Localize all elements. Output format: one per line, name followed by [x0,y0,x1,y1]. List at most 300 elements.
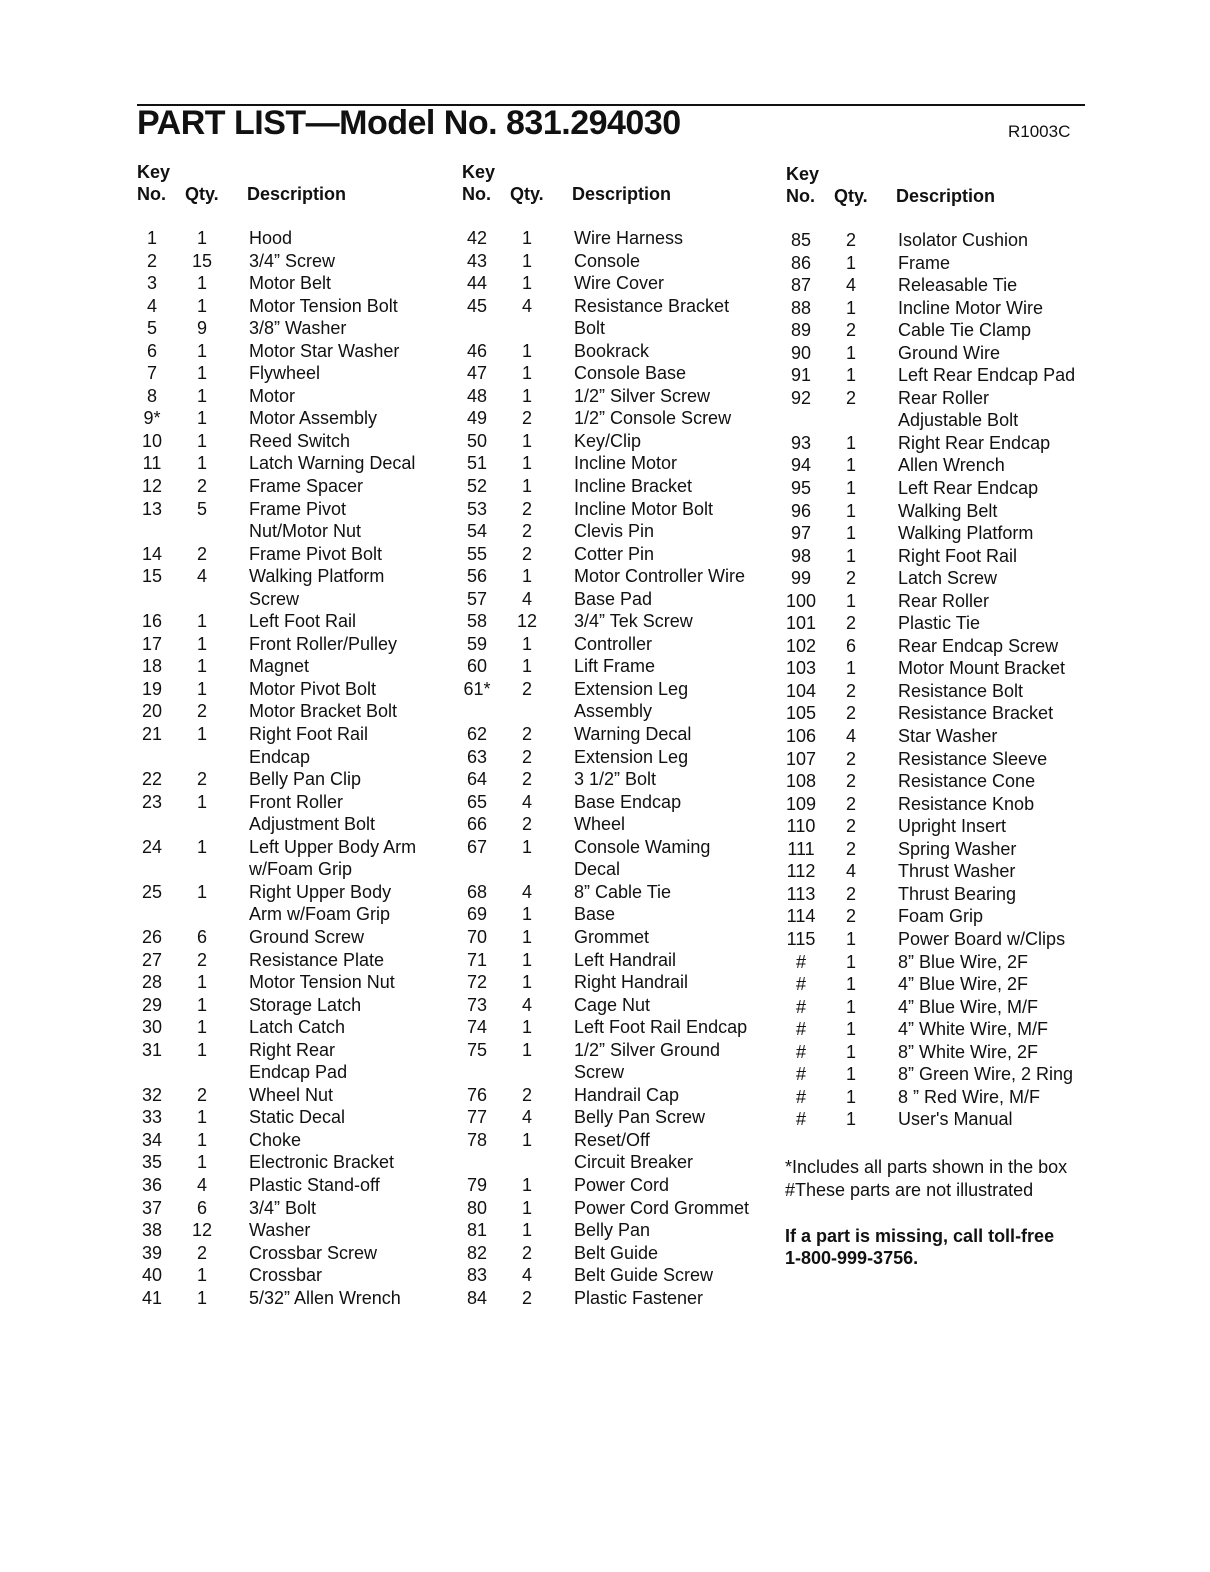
part-quantity: 1 [196,295,207,316]
part-quantity: 9 [196,318,207,339]
part-quantity: 1 [196,1129,207,1150]
part-description: Choke [249,1129,302,1150]
part-key-number: 52 [466,476,488,497]
part-key-number: 78 [466,1129,488,1150]
part-key-number: # [795,1019,806,1040]
part-quantity: 4 [196,1174,207,1195]
part-quantity: 4 [521,295,532,316]
part-description: Handrail Cap [574,1084,680,1105]
part-key-number: 73 [466,994,488,1015]
part-quantity: 2 [845,838,856,859]
part-description: Left Foot Rail [249,611,357,632]
part-description: Resistance Bracket [574,295,730,316]
part-quantity: 1 [196,363,207,384]
part-quantity: 2 [845,703,856,724]
part-quantity: 1 [845,252,856,273]
part-description: Electronic Bracket [249,1152,395,1173]
part-key-number: 21 [141,724,163,745]
part-description: 3 1/2” Bolt [574,769,657,790]
part-quantity: 4 [521,994,532,1015]
part-description: Allen Wrench [898,455,1005,476]
part-quantity: 1 [521,385,532,406]
header-no: No. [462,184,491,204]
part-key-number: 9* [143,408,161,429]
part-description: Latch Screw [898,568,998,589]
part-key-number: 105 [786,703,817,724]
header-no: No. [786,186,815,206]
part-key-number: 44 [466,273,488,294]
part-key-number: 47 [466,363,488,384]
part-key-number: 28 [141,972,163,993]
part-quantity: 12 [516,611,538,632]
part-description: Motor Belt [249,273,332,294]
part-description: Walking Platform [898,523,1034,544]
part-description: Resistance Bolt [898,680,1024,701]
part-key-number: 7 [146,363,157,384]
part-description: 4” White Wire, M/F [898,1019,1049,1040]
part-quantity: 4 [521,1265,532,1286]
part-key-number: 32 [141,1084,163,1105]
part-key-number: 29 [141,994,163,1015]
part-key-number: 91 [790,365,812,386]
part-description: Plastic Stand-off [249,1174,380,1195]
hash-note: #These parts are not illustrated [785,1180,1034,1200]
part-key-number: # [795,1109,806,1130]
part-key-number: 93 [790,432,812,453]
part-key-number: # [795,996,806,1017]
part-quantity: 2 [845,568,856,589]
part-description: Washer [249,1220,311,1241]
part-description: Endcap Pad [249,1062,348,1083]
part-description: Motor Pivot Bolt [249,678,377,699]
part-quantity: 1 [196,1017,207,1038]
part-description: Bookrack [574,340,650,361]
part-key-number: 64 [466,769,488,790]
part-quantity: 2 [521,769,532,790]
part-description: Clevis Pin [574,521,655,542]
part-key-number: 38 [141,1220,163,1241]
part-description: Motor Bracket Bolt [249,701,398,722]
part-key-number: 62 [466,724,488,745]
part-description: w/Foam Grip [249,859,353,880]
part-description: Latch Catch [249,1017,346,1038]
part-quantity: 1 [521,1174,532,1195]
part-key-number: 65 [466,791,488,812]
part-description: Resistance Cone [898,771,1036,792]
part-quantity: 1 [845,951,856,972]
part-key-number: 33 [141,1107,163,1128]
part-quantity: 1 [196,1152,207,1173]
part-description: Crossbar [249,1265,323,1286]
part-description: Key/Clip [574,430,642,451]
part-quantity: 1 [521,949,532,970]
part-description: Rear Roller [898,387,990,408]
part-key-number: # [795,1064,806,1085]
part-quantity: 4 [845,861,856,882]
part-key-number: 53 [466,498,488,519]
part-quantity: 2 [845,906,856,927]
part-key-number: 112 [786,861,816,882]
part-key-number: 34 [141,1129,163,1150]
part-key-number: 10 [141,430,163,451]
part-key-number: 3 [146,273,157,294]
part-description: Cage Nut [574,994,651,1015]
part-quantity: 1 [521,1220,532,1241]
part-key-number: 115 [786,928,816,949]
part-description: Upright Insert [898,816,1007,837]
part-key-number: 83 [466,1265,488,1286]
part-description: 4” Blue Wire, M/F [898,996,1039,1017]
part-quantity: 1 [521,1039,532,1060]
part-quantity: 2 [196,476,207,497]
part-quantity: 1 [845,974,856,995]
part-description: Left Rear Endcap Pad [898,365,1076,386]
part-description: Left Upper Body Arm [249,836,417,857]
part-key-number: 84 [466,1287,488,1308]
part-description: Resistance Knob [898,793,1035,814]
part-quantity: 2 [845,613,856,634]
part-key-number: 13 [141,498,163,519]
part-quantity: 4 [521,791,532,812]
part-quantity: 2 [196,1242,207,1263]
part-quantity: 1 [196,408,207,429]
part-description: Screw [574,1062,625,1083]
part-key-number: 69 [466,904,488,925]
part-key-number: 55 [466,543,488,564]
part-quantity: 1 [196,1039,207,1060]
part-key-number: 107 [786,748,817,769]
part-quantity: 2 [845,793,856,814]
part-quantity: 1 [196,678,207,699]
part-quantity: 15 [191,250,213,271]
part-description: Screw [249,588,300,609]
part-description: Motor [249,385,296,406]
part-quantity: 1 [196,1265,207,1286]
part-description: Incline Bracket [574,476,693,497]
part-description: 8” White Wire, 2F [898,1041,1039,1062]
part-quantity: 1 [521,453,532,474]
part-quantity: 1 [845,545,856,566]
part-description: Right Rear Endcap [898,432,1051,453]
part-key-number: 59 [466,633,488,654]
part-key-number: 61* [463,678,491,699]
part-quantity: 2 [845,748,856,769]
part-quantity: 6 [196,926,207,947]
part-quantity: 2 [521,678,532,699]
part-quantity: 2 [845,816,856,837]
part-quantity: 12 [191,1220,213,1241]
part-key-number: 74 [466,1017,488,1038]
part-quantity: 1 [196,836,207,857]
part-key-number: 103 [786,658,817,679]
part-description: Motor Tension Bolt [249,295,398,316]
part-key-number: 110 [786,816,816,837]
part-quantity: 1 [521,363,532,384]
document-code: R1003C [1008,122,1071,141]
part-description: Flywheel [249,363,321,384]
part-quantity: 1 [196,1107,207,1128]
part-description: Star Washer [898,726,998,747]
part-quantity: 2 [196,701,207,722]
part-key-number: 66 [466,814,488,835]
part-quantity: 1 [521,633,532,654]
part-description: Extension Leg [574,678,689,699]
part-quantity: 1 [845,1109,856,1130]
part-key-number: # [795,951,806,972]
part-description: Releasable Tie [898,275,1018,296]
part-description: Console Base [574,363,687,384]
part-quantity: 2 [845,883,856,904]
part-description: Controller [574,633,653,654]
part-key-number: 108 [786,771,817,792]
part-key-number: 43 [466,250,488,271]
part-quantity: 2 [521,746,532,767]
part-quantity: 2 [521,521,532,542]
part-key-number: 82 [466,1242,488,1263]
part-description: Base [574,904,616,925]
part-key-number: 49 [466,408,488,429]
part-description: Frame Spacer [249,476,364,497]
part-quantity: 1 [845,1064,856,1085]
part-quantity: 1 [521,250,532,271]
part-key-number: 37 [141,1197,163,1218]
part-description: Left Rear Endcap [898,478,1039,499]
part-quantity: 2 [521,724,532,745]
part-description: Base Pad [574,588,653,609]
part-description: Belly Pan [574,1220,651,1241]
part-key-number: 113 [786,883,816,904]
part-key-number: 46 [466,340,488,361]
part-description: Extension Leg [574,746,689,767]
part-description: Cotter Pin [574,543,655,564]
part-quantity: 4 [196,566,207,587]
part-description: Right Upper Body [249,881,392,902]
part-description: Right Rear [249,1039,336,1060]
part-key-number: 70 [466,926,488,947]
part-description: Motor Mount Bracket [898,658,1066,679]
part-description: Right Handrail [574,972,689,993]
part-quantity: 6 [845,635,856,656]
part-quantity: 2 [845,771,856,792]
missing-part-note: If a part is missing, call toll-free [785,1226,1055,1246]
part-key-number: 30 [141,1017,163,1038]
part-key-number: 94 [790,455,812,476]
part-description: Grommet [574,926,650,947]
part-key-number: 12 [141,476,163,497]
part-quantity: 1 [521,1197,532,1218]
part-quantity: 1 [845,1019,856,1040]
part-quantity: 1 [845,590,856,611]
part-description: 5/32” Allen Wrench [249,1287,401,1308]
part-quantity: 2 [521,1242,532,1263]
part-key-number: 41 [141,1287,163,1308]
part-description: 3/4” Tek Screw [574,611,693,632]
part-description: Belt Guide Screw [574,1265,714,1286]
part-quantity: 2 [845,387,856,408]
part-key-number: 54 [466,521,488,542]
part-quantity: 1 [196,1287,207,1308]
part-description: Isolator Cushion [898,230,1029,250]
part-description: Right Foot Rail [249,724,369,745]
part-key-number: 77 [466,1107,488,1128]
part-quantity: 2 [196,949,207,970]
part-quantity: 1 [845,342,856,363]
part-description: Motor Assembly [249,408,378,429]
part-key-number: 85 [790,230,812,250]
part-description: Base Endcap [574,791,682,812]
part-description: Incline Motor Wire [898,297,1044,318]
part-description: Walking Platform [249,566,385,587]
part-key-number: 25 [141,881,163,902]
part-key-number: # [795,1041,806,1062]
part-description: Wire Harness [574,228,684,248]
part-description: Motor Controller Wire [574,566,746,587]
part-key-number: 1 [146,228,157,248]
part-description: Motor Tension Nut [249,972,395,993]
part-quantity: 2 [521,814,532,835]
part-description: Left Handrail [574,949,677,970]
part-description: Belly Pan Screw [574,1107,706,1128]
part-description: Frame Pivot [249,498,347,519]
header-description: Description [572,184,672,204]
part-description: Ground Screw [249,926,365,947]
part-key-number: 90 [790,342,812,363]
part-description: Power Cord Grommet [574,1197,750,1218]
header-key: Key [137,162,171,182]
part-key-number: 114 [786,906,816,927]
part-description: Spring Washer [898,838,1017,859]
part-description: Arm w/Foam Grip [249,904,391,925]
part-key-number: 57 [466,588,488,609]
part-key-number: # [795,974,806,995]
part-quantity: 1 [196,791,207,812]
part-quantity: 1 [521,430,532,451]
part-quantity: 1 [845,297,856,318]
part-key-number: 51 [466,453,488,474]
part-key-number: 99 [790,568,812,589]
part-key-number: 58 [466,611,488,632]
part-key-number: 81 [466,1220,488,1241]
part-key-number: 109 [786,793,817,814]
part-description: Front Roller [249,791,344,812]
part-description: Lift Frame [574,656,656,677]
part-description: Incline Motor Bolt [574,498,714,519]
part-description: 8” Green Wire, 2 Ring [898,1064,1074,1085]
part-quantity: 1 [845,365,856,386]
part-key-number: 23 [141,791,163,812]
part-quantity: 4 [521,588,532,609]
part-key-number: 18 [141,656,163,677]
part-quantity: 1 [521,656,532,677]
part-key-number: 101 [786,613,817,634]
part-quantity: 1 [845,1041,856,1062]
part-key-number: 50 [466,430,488,451]
part-description: Cable Tie Clamp [898,320,1032,341]
part-description: Rear Endcap Screw [898,635,1059,656]
part-description: Power Cord [574,1174,670,1195]
part-description: Storage Latch [249,994,362,1015]
part-description: 8 ” Red Wire, M/F [898,1086,1041,1107]
part-description: Hood [249,228,293,248]
part-quantity: 1 [845,432,856,453]
part-description: 1/2” Silver Screw [574,385,711,406]
part-key-number: 80 [466,1197,488,1218]
part-key-number: 36 [141,1174,163,1195]
part-quantity: 4 [845,275,856,296]
part-key-number: 72 [466,972,488,993]
part-quantity: 1 [845,928,856,949]
part-description: Warning Decal [574,724,692,745]
part-key-number: 97 [790,523,812,544]
part-quantity: 2 [196,769,207,790]
part-key-number: 26 [141,926,163,947]
part-key-number: 86 [790,252,812,273]
part-quantity: 4 [845,726,856,747]
part-quantity: 4 [521,881,532,902]
toll-free-number: 1-800-999-3756. [785,1248,919,1268]
part-key-number: 22 [141,769,163,790]
part-key-number: 100 [786,590,817,611]
part-key-number: 111 [787,838,815,859]
part-quantity: 1 [196,972,207,993]
part-key-number: 98 [790,545,812,566]
part-key-number: 92 [790,387,812,408]
part-key-number: 20 [141,701,163,722]
part-key-number: 95 [790,478,812,499]
part-key-number: 6 [146,340,157,361]
part-quantity: 1 [196,385,207,406]
part-key-number: 40 [141,1265,163,1286]
part-description: Wire Cover [574,273,665,294]
part-description: Decal [574,859,621,880]
part-description: Rear Roller [898,590,990,611]
part-quantity: 5 [196,498,207,519]
header-key: Key [786,164,820,184]
part-quantity: 2 [521,1084,532,1105]
part-quantity: 1 [196,430,207,451]
part-description: 4” Blue Wire, 2F [898,974,1029,995]
part-key-number: 39 [141,1242,163,1263]
part-description: Power Board w/Clips [898,928,1066,949]
part-quantity: 2 [845,320,856,341]
part-quantity: 1 [196,453,207,474]
part-key-number: 2 [146,250,157,271]
part-key-number: 71 [466,949,488,970]
part-description: 1/2” Silver Ground [574,1039,721,1060]
part-description: Nut/Motor Nut [249,521,362,542]
part-description: Ground Wire [898,342,1001,363]
part-description: Latch Warning Decal [249,453,416,474]
header-qty: Qty. [834,186,868,206]
part-key-number: 42 [466,228,488,248]
part-key-number: 5 [146,318,157,339]
part-key-number: 15 [141,566,163,587]
part-quantity: 1 [845,523,856,544]
part-key-number: 102 [786,635,817,656]
part-key-number: 48 [466,385,488,406]
part-quantity: 1 [196,633,207,654]
part-description: Bolt [574,318,606,339]
part-quantity: 2 [521,1287,532,1308]
part-quantity: 1 [521,273,532,294]
part-quantity: 1 [196,881,207,902]
part-key-number: 56 [466,566,488,587]
part-description: Plastic Fastener [574,1287,704,1308]
part-quantity: 1 [845,455,856,476]
header-description: Description [247,184,347,204]
header-no: No. [137,184,166,204]
part-key-number: 11 [142,453,162,474]
